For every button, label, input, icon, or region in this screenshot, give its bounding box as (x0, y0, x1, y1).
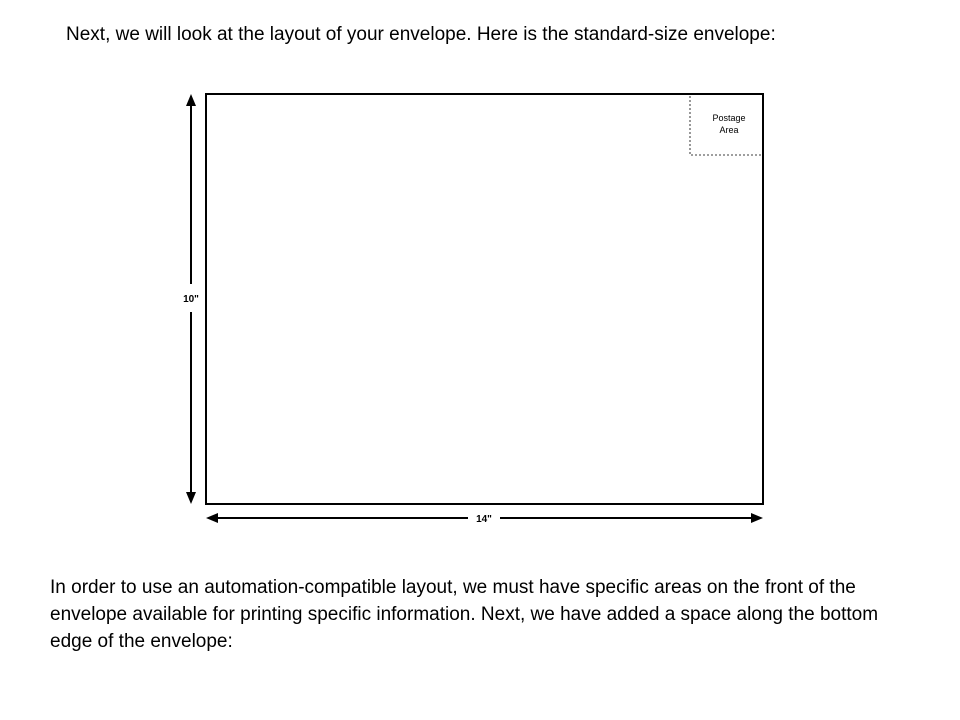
width-dimension-label: 14" (476, 514, 492, 525)
postage-area-label-line2: Area (719, 125, 739, 135)
postage-area-label-line1: Postage (712, 113, 746, 123)
height-dimension-label: 10" (183, 294, 199, 305)
envelope-outline (206, 94, 763, 504)
closing-paragraph: In order to use an automation-compatible layout, we must have specific areas on the front of the envelope available for printing specific information. Next, we have added a space along the bottom edge of the envelope: (50, 577, 879, 652)
intro-paragraph: Next, we will look at the layout of your envelope. Here is the standard-size envelope: (66, 24, 776, 45)
